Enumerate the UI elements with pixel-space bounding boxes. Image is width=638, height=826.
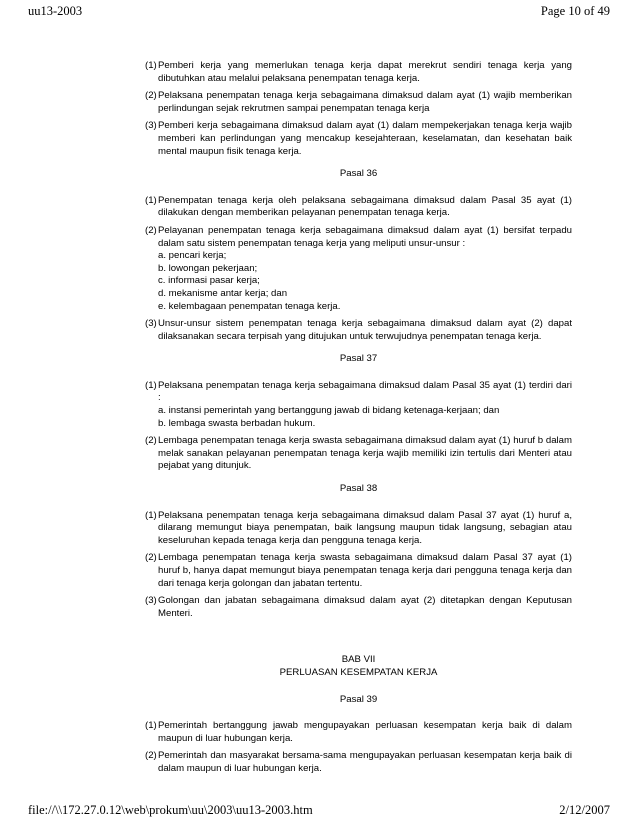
- ayat-text: Golongan dan jabatan sebagaimana dimaksud dalam ayat (2) ditetapkan dengan Keputusan Menteri.: [158, 595, 572, 619]
- sub-item: b. lowongan pekerjaan;: [158, 262, 258, 274]
- ayat-number: (2): [145, 552, 157, 564]
- ayat-body: [158, 225, 572, 313]
- ayat-text: Pemerintah bertanggung jawab mengupayakan perluasan kesempatan kerja baik di dalam maupun di luar hubungan kerja.: [158, 720, 572, 744]
- pasal-38-ayat-1: [145, 510, 572, 548]
- ayat-text: Pelaksana penempatan tenaga kerja sebagaimana dimaksud dalam Pasal 37 ayat (1) huruf a, dilarang memungut biaya penempatan, baik langsung maupun tidak langsung, sebagian atau keseluruhan kepada tenaga kerja dan pengguna tenaga kerja.: [158, 509, 572, 546]
- chapter-title: BAB VII: [341, 654, 376, 666]
- pasal-37-ayat-1: [145, 380, 572, 430]
- footer-date: 2/12/2007: [559, 803, 610, 817]
- ayat-number: (1): [145, 509, 157, 521]
- pasal-39-ayat-2: [145, 750, 572, 775]
- ayat-number: (3): [145, 595, 157, 607]
- header-doc-name: uu13-2003: [28, 4, 83, 18]
- sub-item: b. lembaga swasta berbadan hukum.: [158, 417, 316, 429]
- sub-item: e. kelembagaan penempatan tenaga kerja.: [158, 300, 341, 312]
- ayat-number: (1): [145, 194, 157, 206]
- footer-file-path: file://\\172.27.0.12\web\prokum\uu\2003\uu13-2003.htm: [28, 803, 313, 817]
- pasal-39-heading: Pasal 39: [339, 693, 378, 705]
- ayat-number: (1): [145, 60, 157, 71]
- ayat-text: Pemberi kerja yang memerlukan tenaga kerja dapat merekrut sendiri tenaga kerja yang dibutuhkan atau melalui pelaksana penempatan tenaga kerja.: [158, 60, 572, 84]
- ayat-text: Lembaga penempatan tenaga kerja swasta sebagaimana dimaksud dalam Pasal 37 ayat (1) huruf b, hanya dapat memungut biaya penempatan tenaga kerja dari pengguna tenaga kerja dan dari tenaga kerja golongan dan jabatan tertentu.: [158, 552, 572, 589]
- chapter-heading: [145, 654, 572, 679]
- sub-item: c. informasi pasar kerja;: [158, 275, 260, 287]
- sub-item: a. pencari kerja;: [158, 250, 227, 262]
- pasal-39-ayat-1: [145, 720, 572, 745]
- ayat-text: Pemerintah dan masyarakat bersama-sama mengupayakan perluasan kesempatan kerja baik di dalam maupun di luar hubungan kerja.: [158, 750, 572, 774]
- ayat-2: [145, 90, 572, 115]
- ayat-1: [145, 60, 572, 85]
- ayat-number: (3): [145, 318, 157, 330]
- ayat-body: [158, 380, 572, 430]
- pasal-37-ayat-2: [145, 435, 572, 473]
- ayat-text: Pelaksana penempatan tenaga kerja sebagaimana dimaksud dalam ayat (1) wajib memberikan perlindungan sejak rekrutmen sampai penempatan tenaga kerja: [158, 90, 572, 114]
- ayat-text: Pelaksana penempatan tenaga kerja sebagaimana dimaksud dalam Pasal 35 ayat (1) terdiri dari :: [158, 379, 572, 404]
- document-body: [145, 60, 572, 781]
- ayat-number: (2): [145, 224, 157, 236]
- pasal-36-ayat-2: [145, 225, 572, 313]
- pasal-38-ayat-2: [145, 552, 572, 590]
- sub-item: a. instansi pemerintah yang bertanggung jawab di bidang ketenaga-kerjaan; dan: [158, 405, 500, 417]
- ayat-3: [145, 120, 572, 158]
- chapter-subtitle: PERLUASAN KESEMPATAN KERJA: [279, 666, 438, 678]
- pasal-38-ayat-3: [145, 595, 572, 620]
- pasal-36-ayat-3: [145, 318, 572, 343]
- header-page-number: Page 10 of 49: [540, 4, 610, 18]
- pasal-36-heading: Pasal 36: [339, 168, 378, 180]
- ayat-number: (2): [145, 750, 157, 762]
- ayat-number: (1): [145, 379, 157, 391]
- pasal-36-ayat-1: [145, 195, 572, 220]
- pasal-37-heading: Pasal 37: [339, 353, 378, 365]
- ayat-number: (2): [145, 435, 157, 447]
- ayat-text: Pelayanan penempatan tenaga kerja sebagaimana dimaksud dalam ayat (1) bersifat terpadu dalam satu sistem penempatan tenaga kerja yang meliputi unsur-unsur :: [158, 224, 572, 249]
- ayat-text: Lembaga penempatan tenaga kerja swasta sebagaimana dimaksud dalam ayat (1) huruf b dalam melak sanakan pelayanan penempatan tenaga kerja wajib memiliki izin tertulis dari Menteri atau pejabat yang ditunjuk.: [158, 435, 572, 472]
- sub-item: d. mekanisme antar kerja; dan: [158, 287, 288, 299]
- ayat-text: Penempatan tenaga kerja oleh pelaksana sebagaimana dimaksud dalam Pasal 35 ayat (1) dilakukan dengan memberikan pelayanan penempatan tenaga kerja.: [158, 194, 572, 219]
- ayat-number: (1): [145, 720, 157, 732]
- pasal-38-heading: Pasal 38: [339, 483, 378, 495]
- ayat-number: (3): [145, 120, 157, 132]
- ayat-text: Pemberi kerja sebagaimana dimaksud dalam ayat (1) dalam mempekerjakan tenaga kerja wajib memberi kan perlindungan yang mencakup kesejahteraan, keselamatan, dan kesehatan baik mental maupun fisik tenaga kerja.: [158, 120, 572, 157]
- ayat-text: Unsur-unsur sistem penempatan tenaga kerja sebagaimana dimaksud dalam ayat (2) dapat dilaksanakan secara terpisah yang ditujukan untuk terwujudnya penempatan tenaga kerja.: [158, 318, 572, 342]
- ayat-number: (2): [145, 90, 157, 102]
